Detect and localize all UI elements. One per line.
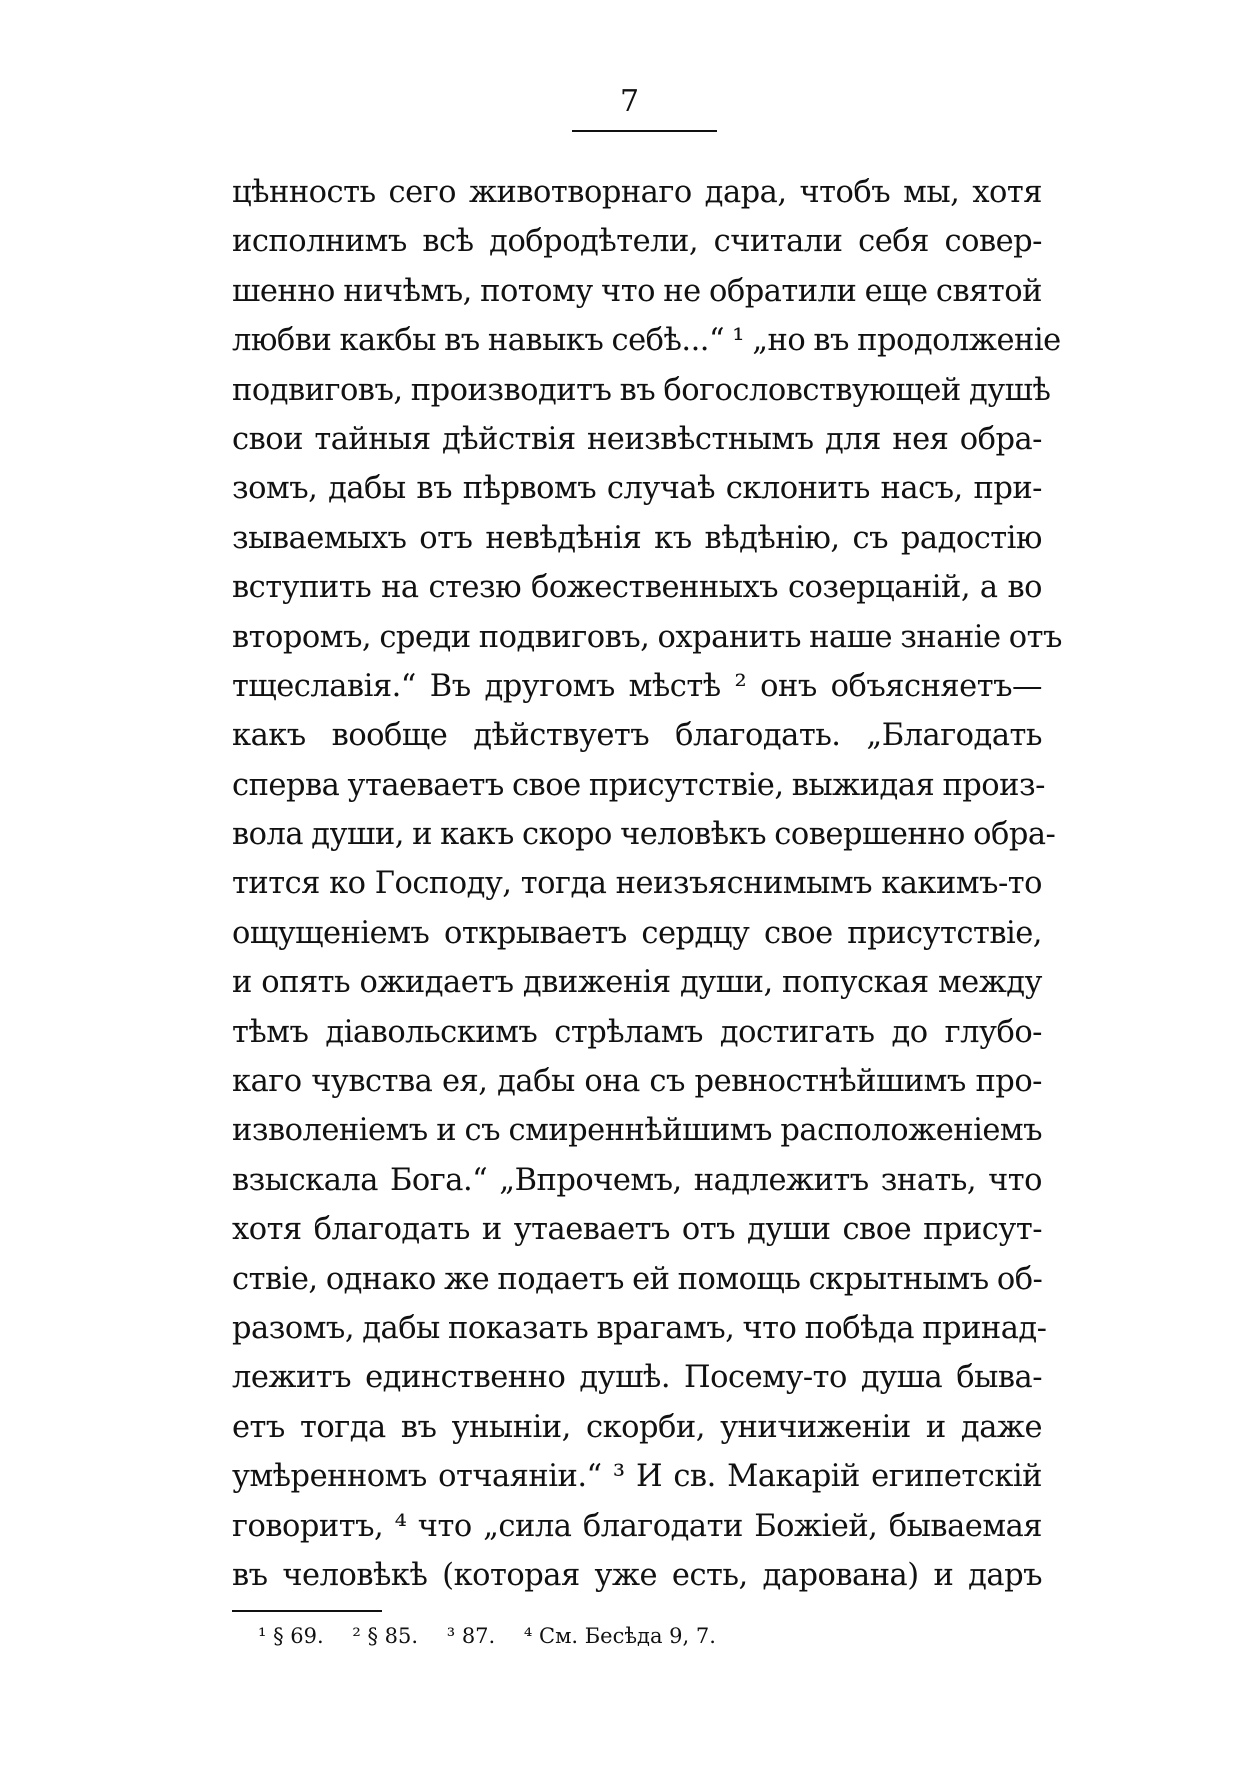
- footnotes: [258, 1622, 738, 1650]
- footnote-3: ³ 87.: [446, 1624, 496, 1648]
- text-line: второмъ, среди подвиговъ, охранить наше знаніе отъ: [232, 619, 1062, 655]
- text-line: подвиговъ, производитъ въ богословствующей душѣ: [232, 372, 1051, 408]
- footnote-1: ¹ § 69.: [258, 1624, 324, 1648]
- body-text: [232, 168, 1062, 1600]
- text-line: изволеніемъ и съ смиреннѣйшимъ расположеніемъ: [232, 1113, 1042, 1149]
- text-line: свои тайныя дѣйствія неизвѣстнымъ для нея обра-: [232, 421, 1042, 457]
- text-line: тится ко Господу, тогда неизъяснимымъ какимъ-то: [232, 866, 1042, 902]
- footnote-4: ⁴ См. Бесѣда 9, 7.: [523, 1624, 716, 1648]
- text-line: въ человѣкѣ (которая уже есть, дарована) и даръ: [232, 1557, 1042, 1593]
- text-line: любви какбы въ навыкъ себѣ...“ ¹ „но въ продолженіе: [232, 323, 1061, 359]
- text-line: сперва утаеваетъ свое присутствіе, выжидая произ-: [232, 767, 1045, 803]
- text-line: какъ вообще дѣйствуетъ благодать. „Благодать: [232, 718, 1042, 754]
- text-line: взыскала Бога.“ „Впрочемъ, надлежитъ знать, что: [232, 1162, 1042, 1198]
- page-number: 7: [619, 84, 640, 119]
- text-line: етъ тогда въ уныніи, скорби, уничиженіи и даже: [232, 1409, 1042, 1445]
- text-line: хотя благодать и утаеваетъ отъ души свое присут-: [232, 1212, 1042, 1248]
- footnote-2: ² § 85.: [352, 1624, 419, 1648]
- text-line: шенно ничѣмъ, потому что не обратили еще святой: [232, 273, 1042, 309]
- text-line: говоритъ, ⁴ что „сила благодати Божіей, бываемая: [232, 1508, 1042, 1544]
- text-line: тщеславія.“ Въ другомъ мѣстѣ ² онъ объясняетъ—: [232, 668, 1042, 704]
- text-line: исполнимъ всѣ добродѣтели, считали себя совер-: [232, 224, 1042, 260]
- text-line: цѣнность сего животворнаго дара, чтобъ мы, хотя: [232, 175, 1042, 210]
- text-line: и опять ожидаетъ движенія души, попуская между: [232, 965, 1042, 1001]
- text-line: вступить на стезю божественныхъ созерцаній, а во: [232, 570, 1042, 606]
- text-line: зомъ, дабы въ пѣрвомъ случаѣ склонить насъ, при-: [232, 471, 1042, 507]
- text-line: лежитъ единственно душѣ. Посему-то душа быва-: [232, 1360, 1042, 1396]
- text-line: каго чувства ея, дабы она съ ревностнѣйшимъ про-: [232, 1064, 1042, 1100]
- text-line: ствіе, однако же подаетъ ей помощь скрытнымъ об-: [232, 1261, 1043, 1297]
- text-line: ощущеніемъ открываетъ сердцу свое присутствіе,: [232, 915, 1042, 951]
- text-line: разомъ, дабы показать врагамъ, что побѣда принад-: [232, 1310, 1047, 1346]
- text-line: тѣмъ діавольскимъ стрѣламъ достигать до глубо-: [232, 1014, 1042, 1050]
- text-line: умѣренномъ отчаяніи.“ ³ И св. Макарій египетскій: [232, 1459, 1042, 1495]
- footnote-rule: [232, 1610, 382, 1612]
- page-number-rule: [572, 130, 717, 132]
- text-line: вола души, и какъ скоро человѣкъ совершенно обра-: [232, 817, 1056, 853]
- text-line: зываемыхъ отъ невѣдѣнія къ вѣдѣнію, съ радостію: [232, 520, 1042, 556]
